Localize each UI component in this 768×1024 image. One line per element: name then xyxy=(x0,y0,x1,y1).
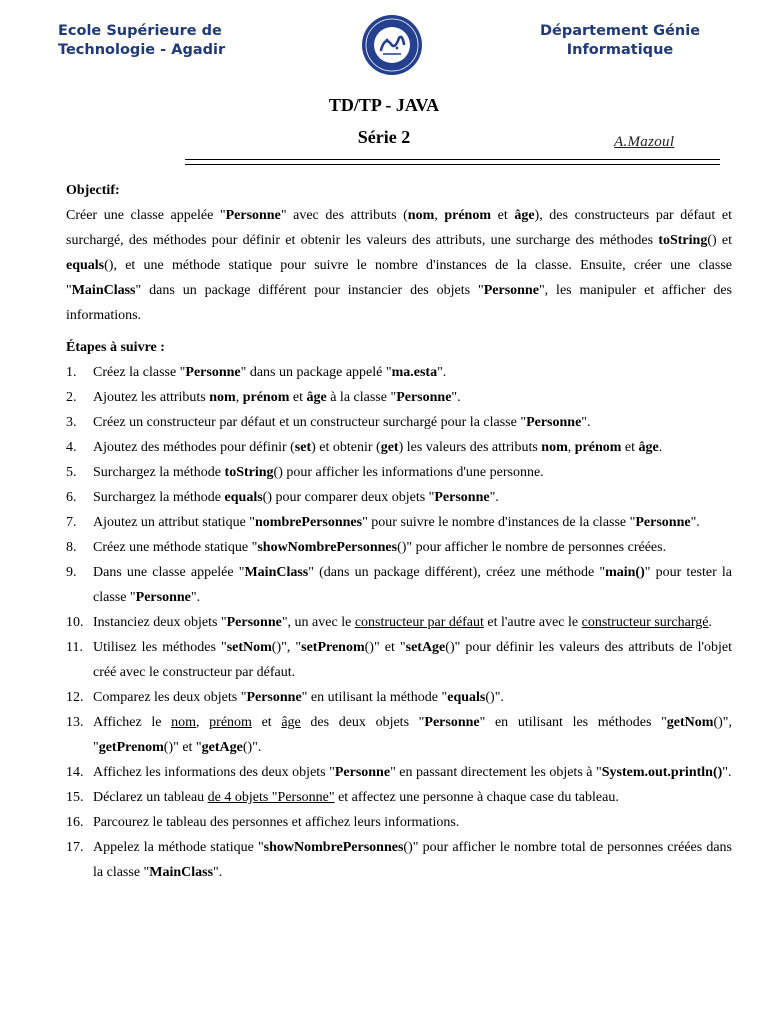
step-underlined-text: nom xyxy=(171,715,196,730)
step-keyword: prénom xyxy=(242,390,290,405)
step-keyword: setAge xyxy=(405,640,446,655)
step-keyword: nom xyxy=(541,440,568,455)
step-keyword: nom xyxy=(209,390,236,405)
title-divider-top xyxy=(185,159,720,160)
step-number: 5. xyxy=(66,465,77,480)
step-keyword: getPrenom xyxy=(98,740,164,755)
step-keyword: nombrePersonnes xyxy=(255,515,363,530)
step-number: 8. xyxy=(66,540,77,555)
step-underlined-text: âge xyxy=(281,715,301,730)
step-keyword: Personne xyxy=(246,690,302,705)
step-text: Ajoutez un attribut statique " xyxy=(93,515,256,530)
document-title: TD/TP - JAVA xyxy=(328,95,440,115)
step-text: ()". xyxy=(485,690,504,705)
series-title: Série 2 xyxy=(357,127,411,147)
objective-text-run: ", les manipuler et afficher des informations. xyxy=(66,283,733,323)
step-text: ". xyxy=(722,765,732,780)
title-divider-bottom xyxy=(185,164,720,165)
step-text: Utilisez les méthodes " xyxy=(93,640,227,655)
step-keyword: equals xyxy=(224,490,263,505)
step-keyword: set xyxy=(294,440,312,455)
step-text: " pour tester la classe " xyxy=(93,565,733,605)
step-item xyxy=(66,835,732,885)
step-keyword: get xyxy=(380,440,399,455)
step-keyword: âge xyxy=(306,390,327,405)
step-keyword: âge xyxy=(638,440,659,455)
step-text: et affectez une personne à chaque case du tableau. xyxy=(334,790,619,805)
objective-keyword: MainClass xyxy=(71,283,136,298)
school-name-line1: Ecole Supérieure de xyxy=(58,23,222,39)
step-text: ". xyxy=(581,415,591,430)
step-item xyxy=(66,635,732,685)
step-text: Créez la classe " xyxy=(93,365,186,380)
step-text: Dans une classe appelée " xyxy=(93,565,245,580)
step-text: ()" pour définir les valeurs des attributs de l'objet créé avec le constructeur par défaut. xyxy=(93,640,732,680)
step-text: Créez un constructeur par défaut et un constructeur surchargé pour la classe " xyxy=(93,415,527,430)
step-number: 16. xyxy=(66,815,84,830)
step-text: " (dans un package différent), créez une méthode " xyxy=(308,565,606,580)
step-text: ()" pour afficher le nombre de personnes créées. xyxy=(397,540,667,555)
step-text: ", un avec le xyxy=(281,615,355,630)
objective-text-run: " avec des attributs ( xyxy=(280,208,408,223)
step-text: ". xyxy=(437,365,447,380)
step-underlined-text: de 4 objets "Personne" xyxy=(207,790,335,805)
steps-list xyxy=(66,360,732,885)
objective-paragraph xyxy=(66,203,732,328)
step-text: et xyxy=(621,440,639,455)
step-item xyxy=(66,760,732,785)
step-number: 11. xyxy=(66,640,83,655)
step-text: ()", " xyxy=(93,715,732,755)
department-name xyxy=(520,22,720,60)
step-text: Ajoutez des méthodes pour définir ( xyxy=(93,440,295,455)
step-text: , xyxy=(567,440,575,455)
step-item xyxy=(66,685,732,710)
objective-keyword: âge xyxy=(514,208,535,223)
step-keyword: setPrenom xyxy=(301,640,365,655)
step-text: ()" et " xyxy=(364,640,406,655)
step-keyword: prénom xyxy=(574,440,622,455)
step-text: " pour suivre le nombre d'instances de la classe " xyxy=(362,515,636,530)
step-number: 9. xyxy=(66,565,77,580)
step-text: ) et obtenir ( xyxy=(311,440,381,455)
step-text: à la classe " xyxy=(326,390,397,405)
step-text: ()". xyxy=(242,740,262,755)
step-keyword: Personne xyxy=(226,615,282,630)
steps-heading: Étapes à suivre : xyxy=(66,340,165,355)
step-keyword: setNom xyxy=(226,640,272,655)
step-item xyxy=(66,410,732,435)
step-text: " en passant directement les objets à " xyxy=(390,765,602,780)
step-keyword: Personne xyxy=(635,515,691,530)
step-text: ) les valeurs des attributs xyxy=(398,440,542,455)
step-text: ". xyxy=(690,515,700,530)
step-keyword: Personne xyxy=(526,415,582,430)
step-item xyxy=(66,810,732,835)
step-text: Affichez les informations des deux objets " xyxy=(93,765,335,780)
step-text: Ajoutez les attributs xyxy=(93,390,210,405)
step-number: 10. xyxy=(66,615,84,630)
step-text: Surchargez la méthode xyxy=(93,465,225,480)
step-underlined-text: prénom xyxy=(209,715,252,730)
objective-text-run: (), et une méthode statique pour suivre le nombre d'instances de la classe. Ensuite, créer une classe " xyxy=(66,258,732,298)
objective-keyword: Personne xyxy=(483,283,539,298)
step-text: Créez une méthode statique " xyxy=(93,540,258,555)
objective-text-run: , xyxy=(434,208,445,223)
step-keyword: Personne xyxy=(135,590,191,605)
step-keyword: showNombrePersonnes xyxy=(257,540,398,555)
step-number: 17. xyxy=(66,840,84,855)
step-number: 14. xyxy=(66,765,84,780)
department-name-line2: Informatique xyxy=(566,42,674,58)
objective-keyword: equals xyxy=(66,258,105,273)
step-text: et xyxy=(289,390,307,405)
step-item xyxy=(66,535,732,560)
step-text: () pour comparer deux objets " xyxy=(262,490,435,505)
step-text: Déclarez un tableau xyxy=(93,790,208,805)
step-text: . xyxy=(708,615,712,630)
step-keyword: Personne xyxy=(185,365,241,380)
objective-heading: Objectif: xyxy=(66,183,120,198)
step-keyword: Personne xyxy=(434,490,490,505)
step-text: ". xyxy=(451,390,461,405)
step-item xyxy=(66,460,732,485)
step-underlined-text: constructeur par défaut xyxy=(354,615,484,630)
objective-text-run: et xyxy=(491,208,515,223)
step-keyword: toString xyxy=(224,465,274,480)
step-keyword: showNombrePersonnes xyxy=(263,840,404,855)
step-keyword: equals xyxy=(447,690,486,705)
step-text: ". xyxy=(190,590,201,605)
step-text: et xyxy=(251,715,282,730)
step-number: 7. xyxy=(66,515,77,530)
step-text: () pour afficher les informations d'une personne. xyxy=(273,465,544,480)
step-number: 13. xyxy=(66,715,84,730)
step-keyword: Personne xyxy=(424,715,480,730)
step-text: Parcourez le tableau des personnes et affichez leurs informations. xyxy=(93,815,460,830)
step-text: ". xyxy=(489,490,499,505)
step-text: des deux objets " xyxy=(300,715,425,730)
step-keyword: getNom xyxy=(666,715,714,730)
step-item xyxy=(66,435,732,460)
step-number: 6. xyxy=(66,490,77,505)
step-item xyxy=(66,510,732,535)
step-text: Instanciez deux objets " xyxy=(93,615,227,630)
step-number: 3. xyxy=(66,415,77,430)
author-signature: A.Mazoul xyxy=(614,134,675,150)
objective-keyword: Personne xyxy=(225,208,281,223)
step-text: Surchargez la méthode xyxy=(93,490,225,505)
step-text: ()" pour afficher le nombre total de personnes créées dans la classe " xyxy=(93,840,732,880)
step-number: 1. xyxy=(66,365,77,380)
step-text: ()" et " xyxy=(163,740,202,755)
step-item xyxy=(66,385,732,410)
department-name-line1: Département Génie xyxy=(539,23,701,39)
step-keyword: MainClass xyxy=(244,565,309,580)
step-text: et l'autre avec le xyxy=(483,615,582,630)
objective-text-run: ), des constructeurs par défaut et surchargé, des méthodes pour définir et obtenir les valeurs des attributs, une surcharge des méthodes xyxy=(66,208,732,248)
step-text: Affichez le xyxy=(93,715,172,730)
objective-text-run: () et xyxy=(707,233,732,248)
step-text: ()", " xyxy=(271,640,302,655)
step-item xyxy=(66,360,732,385)
school-name-line2: Technologie - Agadir xyxy=(58,42,226,58)
step-text: Comparez les deux objets " xyxy=(93,690,247,705)
objective-keyword: nom xyxy=(407,208,435,223)
step-keyword: ma.esta xyxy=(391,365,438,380)
step-keyword: Personne xyxy=(334,765,391,780)
step-keyword: System.out.println() xyxy=(601,765,723,780)
step-number: 12. xyxy=(66,690,84,705)
step-keyword: getAge xyxy=(201,740,243,755)
step-item xyxy=(66,485,732,510)
objective-keyword: prénom xyxy=(444,208,492,223)
step-text: . xyxy=(658,440,663,455)
step-item xyxy=(66,785,732,810)
step-item xyxy=(66,560,732,610)
step-keyword: Personne xyxy=(396,390,452,405)
step-keyword: main() xyxy=(605,565,645,580)
objective-keyword: toString xyxy=(658,233,708,248)
step-text: Appelez la méthode statique " xyxy=(93,840,264,855)
step-item xyxy=(66,610,732,635)
step-text: , xyxy=(235,390,243,405)
step-number: 2. xyxy=(66,390,77,405)
step-number: 15. xyxy=(66,790,84,805)
step-text: ". xyxy=(213,865,223,880)
step-number: 4. xyxy=(66,440,77,455)
step-text: , xyxy=(196,715,210,730)
school-name xyxy=(58,22,225,60)
objective-text-run: " dans un package différent pour instancier des objets " xyxy=(135,283,484,298)
step-text: " en utilisant les méthodes " xyxy=(479,715,667,730)
step-item xyxy=(66,710,732,760)
step-underlined-text: constructeur surchargé xyxy=(581,615,709,630)
objective-text-run: Créer une classe appelée " xyxy=(66,208,226,223)
university-seal-icon xyxy=(361,14,423,76)
step-text: " en utilisant la méthode " xyxy=(301,690,448,705)
step-keyword: MainClass xyxy=(149,865,214,880)
document-body xyxy=(66,178,732,885)
step-text: " dans un package appelé " xyxy=(240,365,392,380)
